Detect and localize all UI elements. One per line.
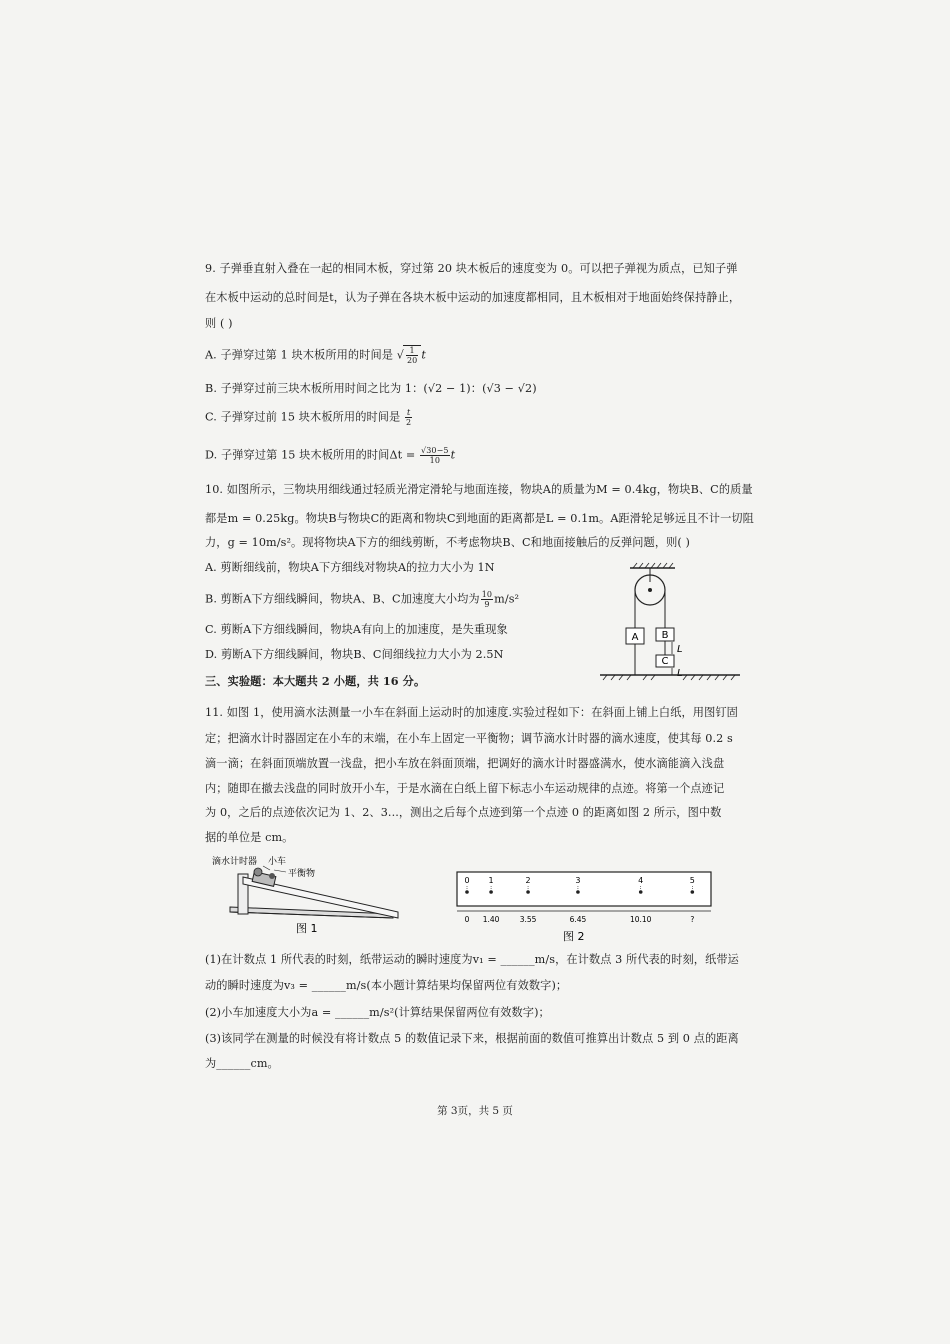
tape-distance-label: 10.10 [629,915,652,924]
q9-option-a-numerator: 1 [406,346,418,356]
q11-sub3-line-2: 为______cm。 [205,1057,279,1070]
q11-stem-line-1: 11. 如图 1，使用滴水法测量一小车在斜面上运动时的加速度.实验过程如下：在斜面上铺上白纸，用图钉固 [205,706,738,719]
q11-sub1-line-1: (1)在计数点 1 所代表的时刻，纸带运动的瞬时速度为v₁ = ______m/s，在计数点 3 所代表的时刻，纸带运 [205,953,739,966]
q9-stem-line-3: 则 ( ) [205,317,233,330]
q9-option-a-text: A. 子弹穿过第 1 块木板所用的时间是 [205,348,394,362]
q9-option-b: B. 子弹穿过前三块木板所用时间之比为 1：(√2 − 1)：(√3 − √2) [205,382,537,395]
q9-option-d-text: D. 子弹穿过第 15 块木板所用的时间Δt = [205,448,416,462]
label-drip-timer: 滴水计时器 [212,857,258,867]
q11-figure-2-tape [455,866,715,946]
q10-stem-line-3: 力，g = 10m/s²。现将物块A下方的细线剪断，不考虑物块B、C和地面接触后的反弹问题，则( ) [205,536,691,549]
label-cart: 小车 [268,857,287,867]
q9-option-d [205,446,765,465]
q10-option-b-numerator: 10 [481,590,493,599]
tape-drop-dot [526,890,530,894]
q11-sub1-line-2: 动的瞬时速度为v₃ = ______m/s(本小题计算结果均保留两位有效数字)； [205,979,568,992]
label-counterweight: 平衡物 [288,869,316,879]
tape-point-label: 4 [638,876,644,885]
q10-option-b-text: B. 剪断A下方细线瞬间，物块A、B、C加速度大小均为 [205,592,480,606]
q11-stem-line-3: 滴一滴；在斜面顶端放置一浅盘，把小车放在斜面顶端，把调好的滴水计时器盛满水，使水滴能滴入浅盘 [205,757,725,770]
q9-option-c-numerator: t [406,408,411,417]
paper-tape [457,872,711,906]
q10-stem-line-1: 10. 如图所示，三物块用细线通过轻质光滑定滑轮与地面连接，物块A的质量为M = 0.4kg，物块B、C的质量 [205,483,753,496]
q11-stem-line-4: 内；随即在撤去浅盘的同时放开小车，于是水滴在白纸上留下标志小车运动规律的点迹。将第一个点迹记 [205,782,725,795]
block-a-label: A [631,632,639,643]
tape-point-label: 5 [689,876,695,885]
length-label-lower: L [677,668,683,679]
figure-2-caption: 图 2 [563,930,585,943]
q9-stem-line-1: 9. 子弹垂直射入叠在一起的相同木板，穿过第 20 块木板后的速度变为 0。可以把子弹视为质点，已知子弹 [205,262,738,275]
q9-stem-line-2: 在木板中运动的总时间是t，认为子弹在各块木板中运动的加速度都相同，且木板相对于地面始终保持静止， [205,291,741,304]
q11-figure-1-incline [208,852,408,942]
q10-option-c: C. 剪断A下方细线瞬间，物块A有向上的加速度，是失重现象 [205,623,508,636]
length-label-upper: L [677,644,683,655]
q9-option-a: A. 子弹穿过第 1 块木板所用的时间是 √ $\frac{1}{20}$ t [205,346,426,365]
tape-distance-label: 6.45 [569,915,587,924]
tape-point-label: 2 [525,876,531,885]
q9-option-c [205,408,765,427]
counterweight-icon [269,873,275,879]
q10-option-a: A. 剪断细线前，物块A下方细线对物块A的拉力大小为 1N [205,561,495,574]
tape-distance-label: 0 [464,915,470,924]
q9-option-a-denominator: 20 [406,356,418,365]
tape-distance-label: 1.40 [482,915,500,924]
q10-pulley-figure [595,560,745,690]
q11-sub3-line-1: (3)该同学在测量的时候没有将计数点 5 的数值记录下来，根据前面的数值可推算出计数点 5 到 0 点的距离 [205,1032,739,1045]
q9-option-d-denominator: 10 [429,456,441,465]
page-footer: 第 3页，共 5 页 [437,1105,513,1117]
tape-distance-label: ? [690,915,695,924]
tape-point-label: 0 [464,876,470,885]
q9-option-c-denominator: 2 [406,418,412,427]
section-3-heading: 三、实验题：本大题共 2 小题，共 16 分。 [205,674,426,688]
tape-drop-dot [489,890,493,894]
q10-option-d: D. 剪断A下方细线瞬间，物块B、C间细线拉力大小为 2.5N [205,648,504,661]
q9-option-d-suffix: t [450,448,456,462]
q9-option-c-text: C. 子弹穿过前 15 块木板所用的时间是 [205,410,401,424]
q10-option-b-denominator: 9 [484,600,490,609]
drip-timer-icon [254,868,262,876]
q10-stem-line-2: 都是m = 0.25kg。物块B与物块C的距离和物块C到地面的距离都是L = 0.1m。A距滑轮足够远且不计一切阻 [205,512,754,525]
tape-distance-label: 3.55 [519,915,537,924]
tape-point-label: 3 [575,876,581,885]
q11-stem-line-5: 为 0，之后的点迹依次记为 1、2、3...，测出之后每个点迹到第一个点迹 0 的距离如图 2 所示，图中数 [205,806,722,819]
tape-drop-dot [465,890,469,894]
q9-option-d-numerator: √30−5 [421,446,449,455]
tape-point-label: 1 [488,876,494,885]
block-b-label: B [661,630,669,641]
q11-stem-line-6: 据的单位是 cm。 [205,831,294,844]
q9-option-a-suffix: t [421,348,426,362]
tape-drop-dot [639,890,643,894]
q11-sub2: (2)小车加速度大小为a = ______m/s²(计算结果保留两位有效数字)； [205,1006,550,1019]
q10-option-b-unit: m/s² [494,592,520,606]
block-c-label: C [661,656,669,667]
tape-drop-dot [691,890,695,894]
q11-stem-line-2: 定；把滴水计时器固定在小车的末端，在小车上固定一平衡物；调节滴水计时器的滴水速度，使其每 0.2 s [205,732,733,745]
pulley-axle [648,588,652,592]
figure-1-caption: 图 1 [296,922,318,935]
tape-drop-dot [576,890,580,894]
